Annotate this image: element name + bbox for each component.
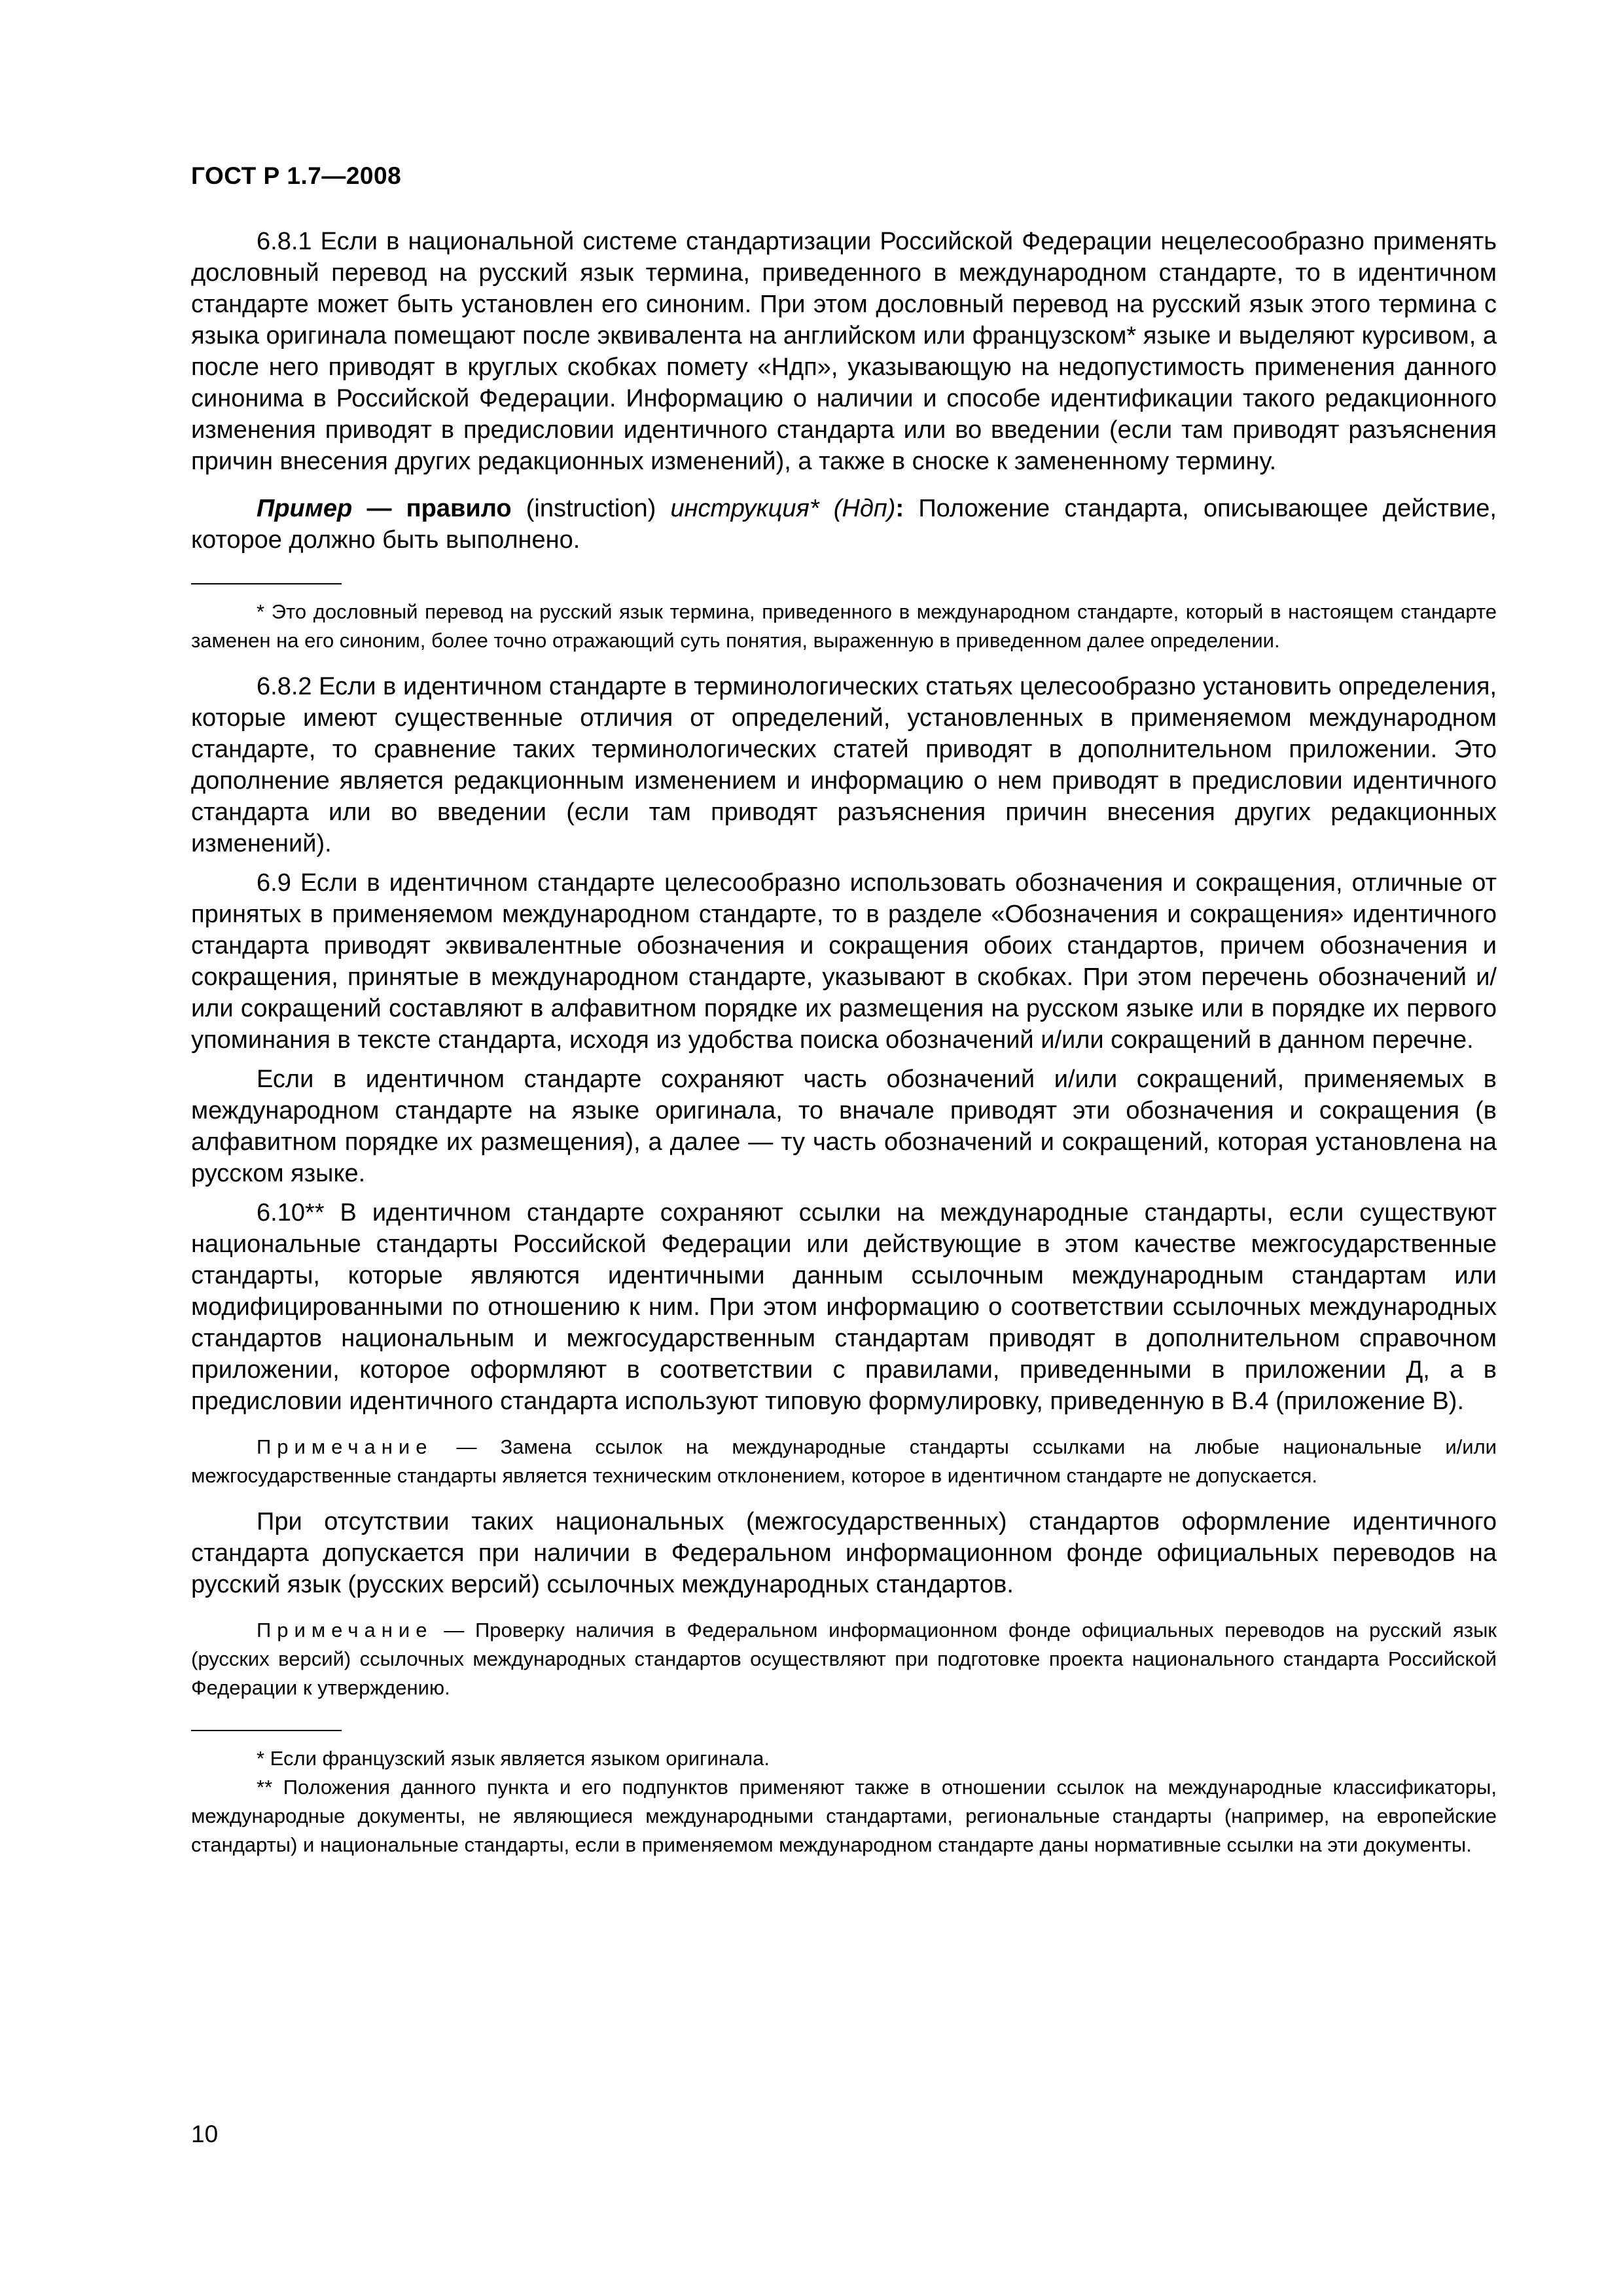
note-2-label: Примечание bbox=[257, 1619, 433, 1641]
paragraph-6-9: 6.9 Если в идентичном стандарте целесообразно использовать обозначения и сокращения, отличные от принятых в применяемом международном стандарте, то в разделе «Обозначения и сокращения» идентичного стандарта приводят эквивалентные обозначения и сокращения обоих стандартов, причем обозначения и сокращения, принятые в международном стандарте, указывают в скобках. При этом перечень обозначений и/или сокращений составляют в алфавитном порядке их размещения на русском языке или в порядке их первого упоминания в тексте стандарта, исходя из удобства поиска обозначений и/или сокращений в данном перечне. bbox=[191, 869, 1497, 1054]
example-definition: Положение стандарта, описывающее действие, которое должно быть выполнено. bbox=[191, 495, 1497, 554]
paragraph-6-9-continued: Если в идентичном стандарте сохраняют часть обозначений и/или сокращений, применяемых в международном стандарте на языке оригинала, то вначале приводят эти обозначения и сокращения (в алфавитном порядке их размещения), а далее — ту часть обозначений и сокращений, которая установлена на русском языке. bbox=[191, 1066, 1497, 1187]
example-colon: : bbox=[895, 495, 904, 522]
example-label: Пример bbox=[257, 495, 353, 522]
footnote-3: ** Положения данного пункта и его подпунктов применяют также в отношении ссылок на международные классификаторы, международные документы, не являющиеся международными стандартами, региональные стандарты (например, на европейские стандарты) и национальные стандарты, если в применяемом международном стандарте даны нормативные ссылки на эти документы. bbox=[191, 1776, 1497, 1856]
note-1 bbox=[191, 1433, 1497, 1490]
page-number: 10 bbox=[191, 2121, 219, 2147]
document-header: ГОСТ Р 1.7—2008 bbox=[191, 162, 402, 189]
note-2-text: — Проверку наличия в Федеральном информационном фонде официальных переводов на русский язык (русских версий) ссылочных международных стандартов осуществляют при подготовке проекта национального стандарта Российской Федерации к утверждению. bbox=[191, 1619, 1497, 1699]
note-1-label: Примечание bbox=[257, 1435, 433, 1458]
example-term: правило bbox=[406, 495, 512, 522]
document-body bbox=[191, 226, 1497, 1859]
footnote-2: * Если французский язык является языком оригинала. bbox=[257, 1747, 770, 1770]
paragraph-absence: При отсутствии таких национальных (межгосударственных) стандартов оформление идентичного стандарта допускается при наличии в Федеральном информационном фонде официальных переводов на русский язык (русских версий) ссылочных международных стандартов. bbox=[191, 1508, 1497, 1598]
note-1-text: — Замена ссылок на международные стандарты ссылками на любые национальные и/или межгосударственные стандарты является техническим отклонением, которое в идентичном стандарте не допускается. bbox=[191, 1435, 1497, 1487]
example-translation: инструкция* (Ндп) bbox=[670, 495, 896, 522]
footnote-divider bbox=[191, 583, 342, 584]
example-dash: — bbox=[352, 495, 406, 522]
example-english: (instruction) bbox=[511, 495, 671, 522]
paragraph-6-8-1: 6.8.1 Если в национальной системе стандартизации Российской Федерации нецелесообразно применять дословный перевод на русский язык термина, приведенного в международном стандарте, то в идентичном стандарте может быть установлен его синоним. При этом дословный перевод на русский язык этого термина с языка оригинала помещают после эквивалента на английском или французском* языке и выделяют курсивом, а после него приводят в круглых скобках помету «Ндп», указывающую на недопустимость применения данного синонима в Российской Федерации. Информацию о наличии и способе идентификации такого редакционного изменения приводят в предисловии идентичного стандарта или во введении (если там приводят разъяснения причин внесения других редакционных изменений), а также в сноске к замененному термину. bbox=[191, 228, 1497, 475]
paragraph-6-10: 6.10** В идентичном стандарте сохраняют ссылки на международные стандарты, если существуют национальные стандарты Российской Федерации или действующие в этом качестве межгосударственные стандарты, которые являются идентичными данным ссылочным международным стандартам или модифицированными по отношению к ним. При этом информацию о соответствии ссылочных международных стандартов национальным и межгосударственным стандартам приводят в дополнительном справочном приложении, которое оформляют в соответствии с правилами, приведенными в приложении Д, а в предисловии идентичного стандарта используют типовую формулировку, приведенную в В.4 (приложение В). bbox=[191, 1199, 1497, 1415]
example-paragraph bbox=[191, 493, 1497, 556]
footnote-1: * Это дословный перевод на русский язык термина, приведенного в международном стандарте, который в настоящем стандарте заменен на его синоним, более точно отражающий суть понятия, выраженную в приведенном далее определении. bbox=[191, 600, 1497, 652]
note-2 bbox=[191, 1616, 1497, 1702]
paragraph-6-8-2: 6.8.2 Если в идентичном стандарте в терминологических статьях целесообразно установить определения, которые имеют существенные отличия от определений, установленных в применяемом международном стандарте, то сравнение таких терминологических статей приводят в дополнительном приложении. Это дополнение является редакционным изменением и информацию о нем приводят в предисловии идентичного стандарта или во введении (если там приводят разъяснения причин внесения других редакционных изменений). bbox=[191, 673, 1497, 857]
footnote-divider-2 bbox=[191, 1730, 342, 1731]
